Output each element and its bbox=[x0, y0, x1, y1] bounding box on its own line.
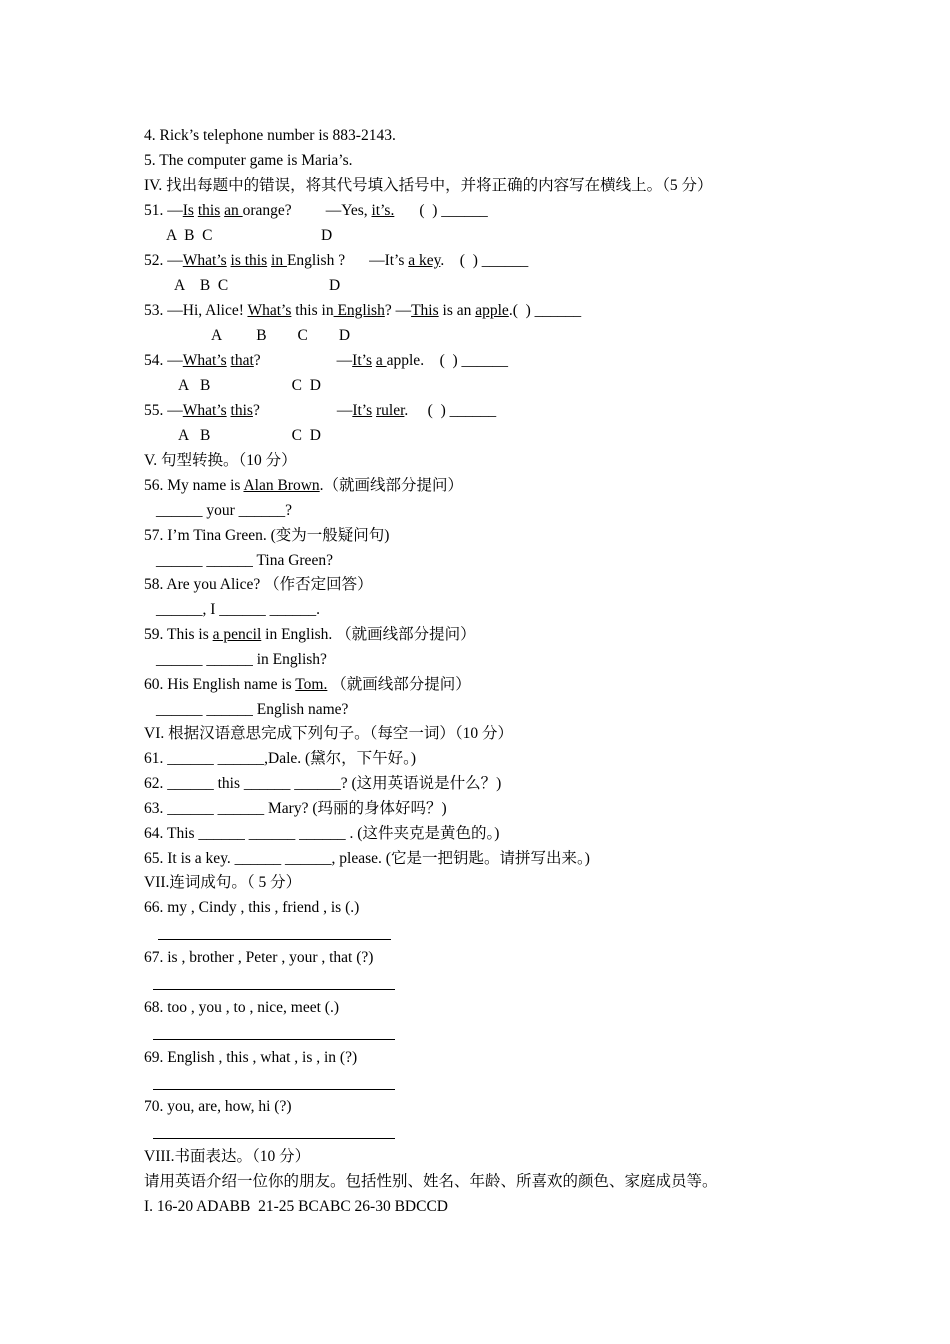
q60-instruction: （就画线部分提问） bbox=[327, 676, 471, 693]
q59-text: 59. This is bbox=[144, 626, 213, 643]
q54-option-d: a bbox=[375, 352, 387, 369]
q56-underlined: Alan Brown bbox=[243, 477, 320, 494]
q54-option-c: It’s bbox=[352, 352, 372, 369]
q55-dash: — bbox=[336, 402, 353, 419]
q57-answer-line: ______ ______ Tina Green? bbox=[156, 552, 333, 569]
q54-number: 54. — bbox=[144, 352, 183, 369]
q52-option-c: in bbox=[271, 252, 287, 269]
q51-option-labels: A B C D bbox=[166, 227, 333, 244]
q53-number: 53. —Hi, Alice! bbox=[144, 302, 248, 319]
section-vii-title: VII.连词成句。（ 5 分） bbox=[144, 874, 302, 891]
q52-answer-text: —It’s bbox=[369, 252, 409, 269]
answer-key-line: I. 16-20 ADABB 21-25 BCABC 26-30 BDCCD bbox=[144, 1198, 448, 1215]
q60-text: 60. His English name is bbox=[144, 676, 296, 693]
question-61: 61. ______ ______,Dale. (黛尔，下午好。) bbox=[144, 750, 417, 767]
q56-instruction: .（就画线部分提问） bbox=[319, 477, 464, 494]
section-viii-prompt: 请用英语介绍一位你的朋友。包括性别、姓名、年龄、所喜欢的颜色、家庭成员等。 bbox=[144, 1173, 718, 1190]
q53-text-3: is an bbox=[438, 302, 476, 319]
q60-answer-line: ______ ______ English name? bbox=[156, 701, 349, 718]
q66-answer-rule bbox=[158, 939, 391, 940]
q55-blank: . ( ) ______ bbox=[404, 402, 497, 419]
q54-blank: apple. ( ) ______ bbox=[386, 352, 509, 369]
q59-answer-line: ______ ______ in English? bbox=[156, 651, 327, 668]
q54-dash: — bbox=[336, 352, 353, 369]
q54-option-labels: A B C D bbox=[178, 377, 321, 394]
question-54 bbox=[144, 351, 508, 371]
q67-answer-rule bbox=[153, 989, 395, 990]
question-55 bbox=[144, 401, 496, 421]
question-60 bbox=[144, 675, 471, 695]
q52-option-a: What’s bbox=[182, 252, 227, 269]
q53-blank: .( ) ______ bbox=[508, 302, 582, 319]
q51-blank: ( ) ______ bbox=[419, 202, 488, 219]
question-65: 65. It is a key. ______ ______, please. (它是一把钥匙。请拼写出来。) bbox=[144, 850, 590, 867]
q51-option-b: this bbox=[197, 202, 221, 219]
q55-option-b: this bbox=[230, 402, 253, 419]
q68-answer-rule bbox=[153, 1039, 395, 1040]
question-69: 69. English , this , what , is , in (?) bbox=[144, 1049, 358, 1066]
question-51 bbox=[144, 201, 488, 221]
q55-text: ? bbox=[252, 402, 260, 419]
q53-option-b: English bbox=[333, 302, 385, 319]
question-70: 70. you, are, how, hi (?) bbox=[144, 1098, 292, 1115]
q51-answer-text: —Yes, bbox=[325, 202, 372, 219]
q53-option-d: apple bbox=[475, 302, 509, 319]
q55-option-a: What’s bbox=[182, 402, 227, 419]
section-viii-title: VIII.书面表达。（10 分） bbox=[144, 1148, 311, 1165]
q52-option-labels: A B C D bbox=[174, 277, 341, 294]
question-68: 68. too , you , to , nice, meet (.) bbox=[144, 999, 339, 1016]
q56-text: 56. My name is bbox=[144, 477, 244, 494]
q51-option-d: it’s. bbox=[371, 202, 395, 219]
question-53 bbox=[144, 301, 581, 321]
q53-option-c: This bbox=[411, 302, 439, 319]
q56-answer-line: ______ your ______? bbox=[156, 502, 293, 519]
question-63: 63. ______ ______ Mary? (玛丽的身体好吗？) bbox=[144, 800, 447, 817]
section-vi-title: VI. 根据汉语意思完成下列句子。（每空一词）（10 分） bbox=[144, 725, 513, 742]
question-56 bbox=[144, 476, 463, 496]
q52-option-d: a key bbox=[408, 252, 441, 269]
question-67: 67. is , brother , Peter , your , that (?) bbox=[144, 949, 374, 966]
q53-text-1: this in bbox=[291, 302, 334, 319]
question-59 bbox=[144, 625, 476, 645]
q51-option-a: Is bbox=[182, 202, 194, 219]
q51-option-c: an bbox=[224, 202, 243, 219]
q53-option-labels: A B C D bbox=[211, 327, 351, 344]
q58-answer-line: ______, I ______ ______. bbox=[156, 601, 321, 618]
section-iv-title: IV. 找出每题中的错误，将其代号填入括号中，并将正确的内容写在横线上。（5 分） bbox=[144, 177, 713, 194]
q60-underlined: Tom. bbox=[295, 676, 328, 693]
q52-option-b: is this bbox=[230, 252, 268, 269]
question-62: 62. ______ this ______ ______? (这用英语说是什么？) bbox=[144, 775, 502, 792]
q54-text: ? bbox=[253, 352, 261, 369]
q59-underlined: a pencil bbox=[212, 626, 262, 643]
item-5: 5. The computer game is Maria’s. bbox=[144, 152, 353, 169]
q55-option-d: ruler bbox=[376, 402, 405, 419]
q55-number: 55. — bbox=[144, 402, 183, 419]
question-58: 58. Are you Alice? （作否定回答） bbox=[144, 576, 373, 593]
q53-option-a: What’s bbox=[247, 302, 292, 319]
q54-option-b: that bbox=[230, 352, 254, 369]
q52-number: 52. — bbox=[144, 252, 183, 269]
q54-option-a: What’s bbox=[182, 352, 227, 369]
q55-option-c: It’s bbox=[352, 402, 373, 419]
q53-text-2: ? — bbox=[384, 302, 412, 319]
question-64: 64. This ______ ______ ______ . (这件夹克是黄色的。) bbox=[144, 825, 500, 842]
section-v-title: V. 句型转换。（10 分） bbox=[144, 452, 297, 469]
q55-option-labels: A B C D bbox=[178, 427, 321, 444]
q51-text: orange? bbox=[242, 202, 292, 219]
q59-instruction: in English. （就画线部分提问） bbox=[261, 626, 476, 643]
q69-answer-rule bbox=[153, 1089, 395, 1090]
q52-blank: . ( ) ______ bbox=[440, 252, 529, 269]
question-57: 57. I’m Tina Green. (变为一般疑问句) bbox=[144, 527, 390, 544]
q52-text: English ? bbox=[286, 252, 346, 269]
question-52 bbox=[144, 251, 528, 271]
question-66: 66. my , Cindy , this , friend , is (.) bbox=[144, 899, 360, 916]
item-4: 4. Rick’s telephone number is 883-2143. bbox=[144, 127, 396, 144]
q51-number: 51. — bbox=[144, 202, 183, 219]
q70-answer-rule bbox=[153, 1138, 395, 1139]
